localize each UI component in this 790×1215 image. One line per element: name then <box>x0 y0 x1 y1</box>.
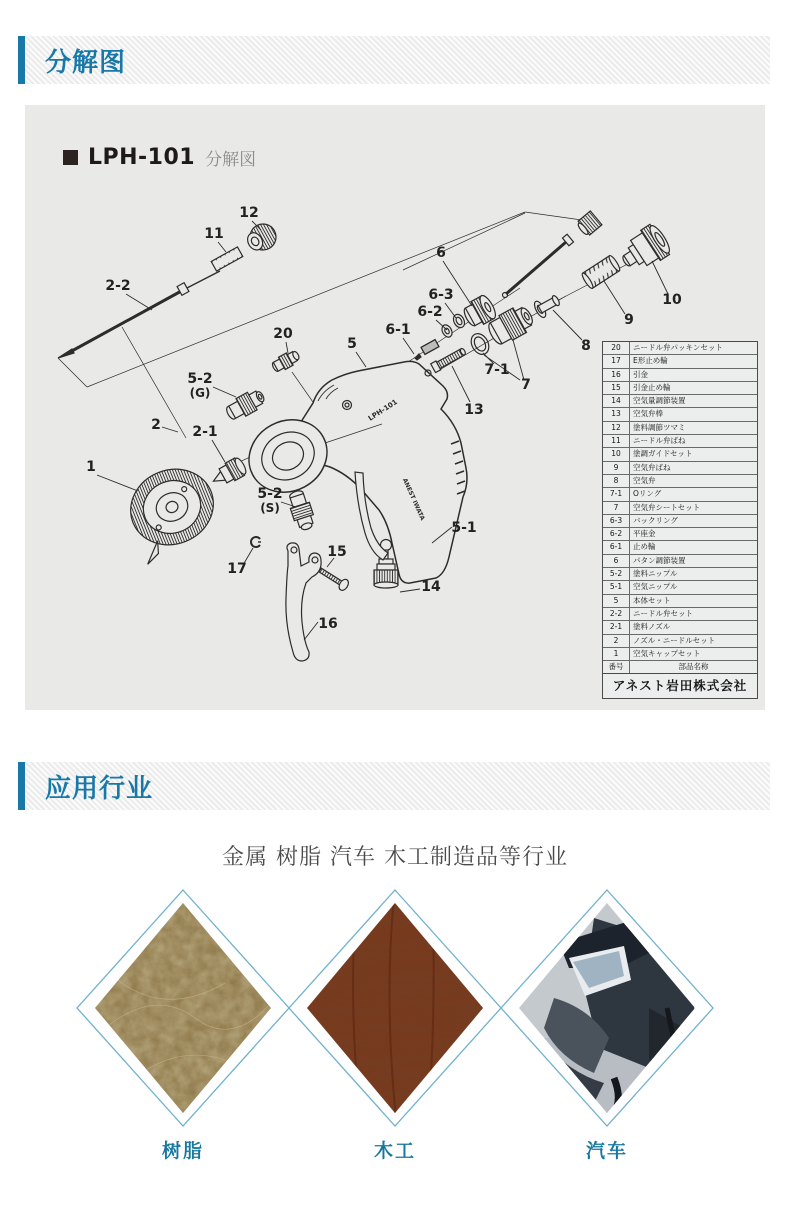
part-name: E形止め輪 <box>633 356 668 366</box>
part-label-7: 7 <box>521 377 531 393</box>
part-name: 空気弁棒 <box>633 409 663 419</box>
trigger-part <box>286 543 321 661</box>
part-number: 7 <box>603 502 630 514</box>
part-name: 引金 <box>633 369 648 379</box>
part-label-6-1: 6-1 <box>385 322 411 338</box>
part-number: 2-2 <box>603 608 630 620</box>
section-title: 分解图 <box>45 47 127 78</box>
part-label-7-1: 7-1 <box>484 362 510 378</box>
diamond-label-wood: 木工 <box>373 1140 417 1162</box>
parts-table-row <box>603 342 757 355</box>
parts-table <box>602 341 758 699</box>
part-label-9: 9 <box>624 312 634 328</box>
part-label-6-2: 6-2 <box>417 304 443 320</box>
part-number: 13 <box>603 408 630 420</box>
parts-table-row <box>603 355 757 368</box>
parts-table-row <box>603 448 757 461</box>
part-label-6: 6 <box>436 245 446 261</box>
section-header-exploded <box>18 36 770 84</box>
part-name: 空気弁ばね <box>633 462 671 472</box>
section-title: 应用行业 <box>45 773 154 804</box>
parts-table-row <box>603 568 757 581</box>
part-label-16: 16 <box>318 616 338 632</box>
part-number: 9 <box>603 462 630 474</box>
part-label-2-1: 2-1 <box>192 424 218 440</box>
part-label-5: 5 <box>347 336 357 352</box>
part-name: 平座金 <box>633 529 656 539</box>
parts-table-row <box>603 435 757 448</box>
part-name: ノズル・ニードルセット <box>633 635 716 645</box>
parts-table-row <box>603 369 757 382</box>
parts-table-row <box>603 395 757 408</box>
part-label-11: 11 <box>204 226 224 242</box>
part-number: 12 <box>603 422 630 434</box>
parts-table-row <box>603 475 757 488</box>
parts-table-row <box>603 382 757 395</box>
part-number: 6-2 <box>603 528 630 540</box>
part-number: 11 <box>603 435 630 447</box>
part-label-5-2G-sub: (G) <box>189 386 211 400</box>
o-ring-part <box>468 331 493 358</box>
needle-spring-part <box>211 247 243 271</box>
part-name: ニードル弁セット <box>633 608 693 618</box>
part-label-2: 2 <box>151 417 161 433</box>
paint-nipple-g-part <box>223 387 267 424</box>
parts-table-row <box>603 488 757 501</box>
part-number: 6-1 <box>603 541 630 553</box>
section-header-industries <box>18 762 770 810</box>
part-label-5-2G: 5-2 <box>187 371 213 387</box>
part-name: バックリング <box>633 515 678 525</box>
air-valve-spring-part <box>581 254 622 289</box>
part-number: 5-2 <box>603 568 630 580</box>
parts-table-row <box>603 595 757 608</box>
part-number: 6 <box>603 555 630 567</box>
part-name: 塗料ノズル <box>633 622 671 632</box>
part-label-17: 17 <box>227 561 247 577</box>
parts-table-row <box>603 422 757 435</box>
part-number: 6-3 <box>603 515 630 527</box>
needle-set-part <box>58 271 220 358</box>
part-label-15: 15 <box>327 544 347 560</box>
part-number: 1 <box>603 648 630 660</box>
parts-table-row <box>603 515 757 528</box>
part-number: 5 <box>603 595 630 607</box>
parts-table-row <box>603 581 757 594</box>
part-name: 塗料調節ツマミ <box>633 422 686 432</box>
parts-table-row <box>603 555 757 568</box>
part-name: 本体セット <box>633 595 671 605</box>
part-label-8: 8 <box>581 338 591 354</box>
part-name: 止め輪 <box>633 542 656 552</box>
parts-table-row <box>603 462 757 475</box>
part-name: 空気弁シートセット <box>633 502 701 512</box>
accent-bar <box>18 762 25 810</box>
part-label-10: 10 <box>662 292 682 308</box>
part-name: Oリング <box>633 489 662 499</box>
wood-image <box>287 888 503 1128</box>
resin-image <box>75 888 291 1128</box>
part-name: 空気キャップセット <box>633 648 701 658</box>
part-label-5-2S: 5-2 <box>257 486 283 502</box>
part-name: 塗調ガイドセット <box>633 449 693 459</box>
diamond-label-resin: 树脂 <box>161 1140 205 1162</box>
part-name: 空気弁 <box>633 475 656 485</box>
parts-table-row <box>603 608 757 621</box>
model-name: LPH-101 <box>88 145 196 170</box>
part-name: 空気ニップル <box>633 582 678 592</box>
diagram-title-suffix: 分解図 <box>205 150 257 170</box>
gun-body-part <box>236 361 467 583</box>
parts-table-header <box>603 661 757 674</box>
industries-description: 金属 树脂 汽车 木工制造品等行业 <box>222 845 568 870</box>
accent-bar <box>18 36 25 84</box>
part-name: ニードル弁ばね <box>633 436 686 446</box>
part-label-5-2S-sub: (S) <box>260 501 280 515</box>
part-name: ニードル弁パッキンセット <box>633 343 723 352</box>
part-number: 15 <box>603 382 630 394</box>
col-name: 部品名称 <box>678 662 709 672</box>
parts-table-row <box>603 541 757 554</box>
packing-set-part <box>270 348 301 374</box>
part-number: 14 <box>603 395 630 407</box>
part-number: 2 <box>603 635 630 647</box>
trigger-screw-part <box>317 565 350 592</box>
company-name: アネスト岩田株式会社 <box>612 678 748 694</box>
guide-set-part <box>615 222 674 278</box>
part-label-6-3: 6-3 <box>428 287 454 303</box>
exploded-diagram-panel <box>25 105 765 710</box>
parts-table-row <box>603 502 757 515</box>
paint-knob-part <box>243 219 281 256</box>
part-label-14: 14 <box>421 579 441 595</box>
part-label-5-1: 5-1 <box>451 520 477 536</box>
part-number: 8 <box>603 475 630 487</box>
e-ring-part <box>251 537 261 547</box>
scooter-illustration <box>499 888 715 1128</box>
part-number: 7-1 <box>603 488 630 500</box>
part-number: 10 <box>603 448 630 460</box>
part-number: 20 <box>603 342 630 354</box>
part-name: 塗料ニップル <box>633 569 678 579</box>
part-name: 空気量調節装置 <box>633 396 686 406</box>
part-label-1: 1 <box>86 459 96 475</box>
part-number: 17 <box>603 355 630 367</box>
air-valve-stem-part <box>431 346 467 372</box>
parts-table-row <box>603 528 757 541</box>
air-cap-part <box>117 457 227 564</box>
part-name: パタン調節装置 <box>633 555 686 565</box>
part-label-13: 13 <box>464 402 484 418</box>
part-label-2-2: 2-2 <box>105 278 131 294</box>
diamond-label-vehicle: 汽车 <box>585 1140 629 1162</box>
part-label-12: 12 <box>239 205 259 221</box>
part-name: 引金止め輪 <box>633 382 671 392</box>
parts-table-row <box>603 408 757 421</box>
part-number: 2-1 <box>603 621 630 633</box>
part-number: 16 <box>603 369 630 381</box>
parts-table-row <box>603 635 757 648</box>
parts-table-row <box>603 648 757 661</box>
automotive-image <box>499 888 715 1128</box>
part-number: 5-1 <box>603 581 630 593</box>
body-brand-marking: ANEST IWATA <box>400 477 426 522</box>
part-label-20: 20 <box>273 326 293 342</box>
body-model-marking: LPH-101 <box>366 397 399 423</box>
parts-table-row <box>603 621 757 634</box>
paint-nipple-s-part <box>286 488 317 532</box>
col-number: 番号 <box>603 661 630 673</box>
